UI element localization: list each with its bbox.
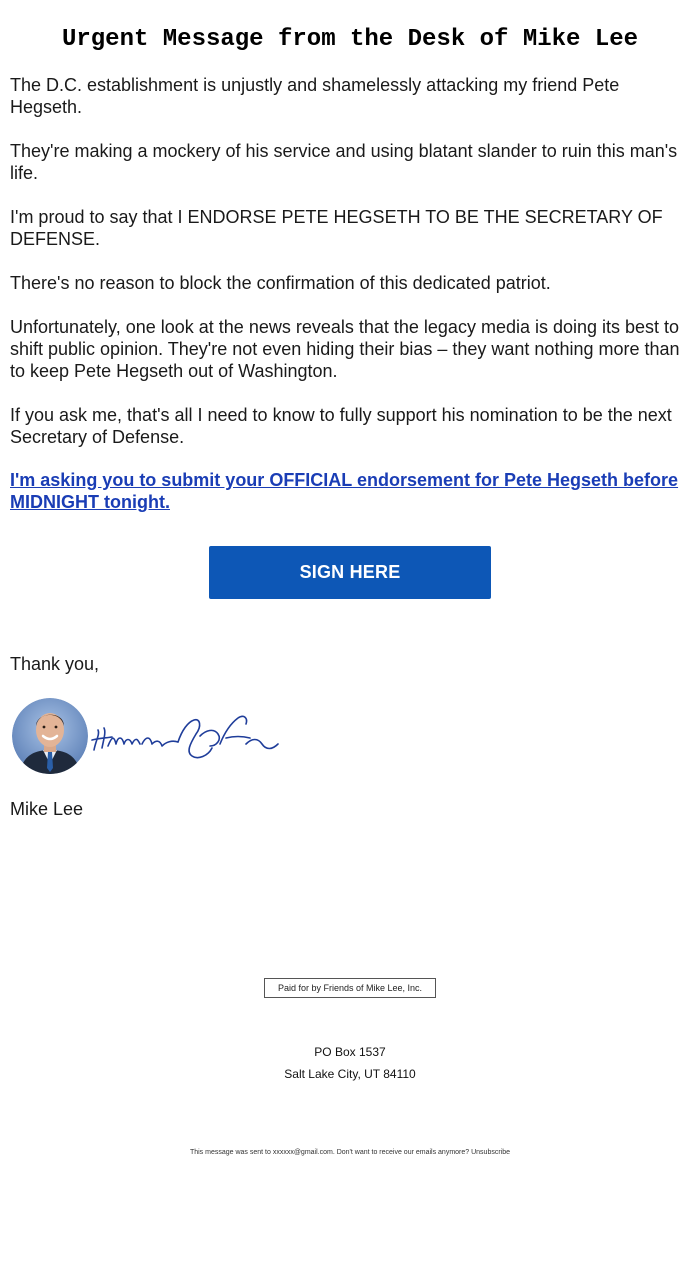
paragraph-attack: The D.C. establishment is unjustly and shamelessly attacking my friend Pete Hegseth. — [10, 75, 620, 117]
signer-name: Mike Lee — [10, 799, 84, 819]
paid-for-disclaimer: Paid for by Friends of Mike Lee, Inc. — [264, 978, 436, 998]
portrait-photo-icon — [12, 698, 88, 774]
paragraph-mockery: They're making a mockery of his service and using blatant slander to ruin this man's life. — [10, 141, 678, 183]
address-line-2: Salt Lake City, UT 84110 — [284, 1067, 416, 1081]
handwritten-signature-icon — [86, 700, 286, 770]
paragraph-endorse: I'm proud to say that I ENDORSE PETE HEGSETH TO BE THE SECRETARY OF DEFENSE. — [10, 207, 663, 249]
page-title: Urgent Message from the Desk of Mike Lee — [61, 26, 639, 53]
thank-you-text: Thank you, — [10, 654, 100, 674]
endorsement-link[interactable]: I'm asking you to submit your OFFICIAL endorsement for Pete Hegseth before MIDNIGHT tonight. — [10, 470, 679, 512]
sign-here-button[interactable]: SIGN HERE — [209, 546, 491, 599]
paragraph-support: If you ask me, that's all I need to know to fully support his nomination to be the next Secretary of Defense. — [10, 405, 672, 447]
address-line-1: PO Box 1537 — [314, 1045, 386, 1059]
unsubscribe-footer[interactable]: This message was sent to xxxxxx@gmail.com. Don't want to receive our emails anymore? Unsubscribe — [189, 1149, 511, 1156]
paragraph-no-reason: There's no reason to block the confirmation of this dedicated patriot. — [10, 273, 551, 293]
paragraph-media: Unfortunately, one look at the news reveals that the legacy media is doing its best to shift public opinion. They're not even hiding their bias – they want nothing more than to keep Pete Hegseth out of Washington. — [10, 317, 680, 381]
